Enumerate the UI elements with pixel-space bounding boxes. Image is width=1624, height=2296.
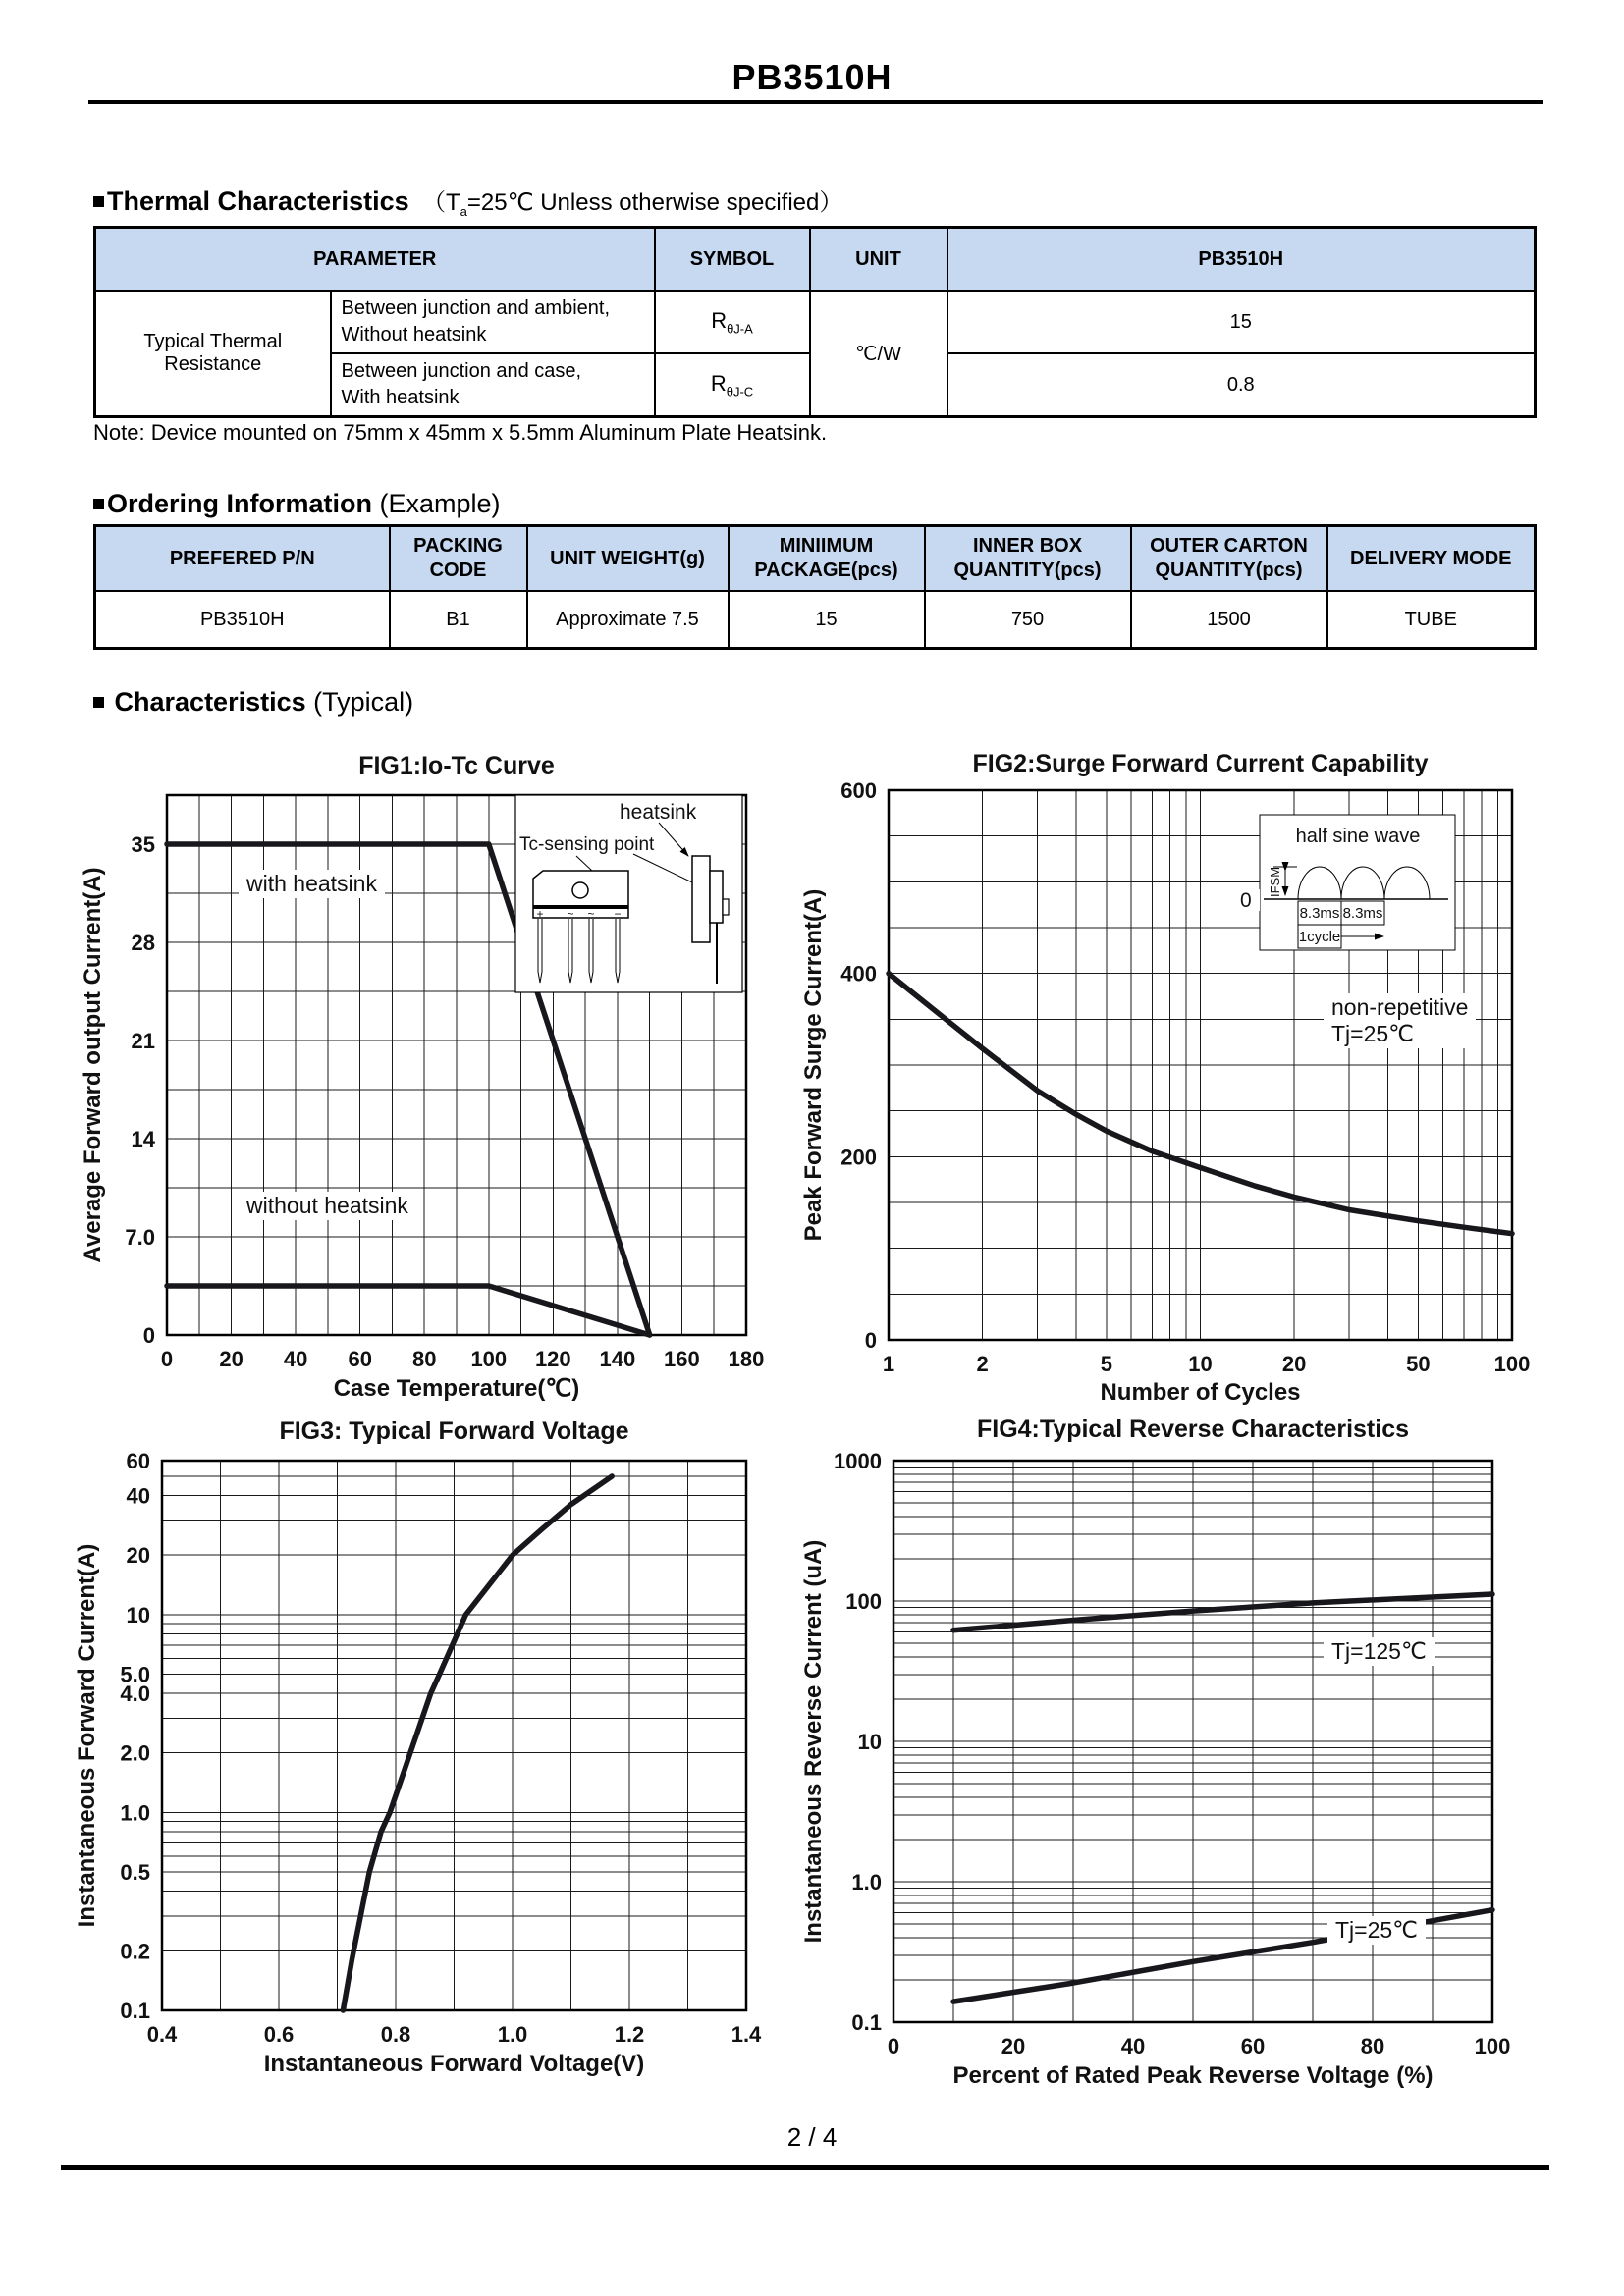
package-side-step — [723, 899, 729, 915]
without-heatsink-label: without heatsink — [239, 1192, 416, 1220]
svg-text:20: 20 — [1001, 2034, 1026, 2058]
col-header-innerbox: INNER BOX QUANTITY(pcs) — [925, 526, 1131, 592]
svg-text:1.0: 1.0 — [120, 1800, 150, 1826]
symbol-cell — [655, 291, 810, 353]
characteristics-heading-rest: (Typical) — [305, 687, 414, 717]
svg-text:0: 0 — [160, 1347, 174, 1371]
svg-text:5.0: 5.0 — [120, 1662, 150, 1687]
fig4-reverse-characteristics-chart — [797, 1415, 1549, 2087]
col-header-packing: PACKING CODE — [390, 526, 527, 592]
svg-text:80: 80 — [1360, 2034, 1385, 2058]
svg-text:160: 160 — [664, 1347, 700, 1371]
symbol-main: R — [711, 307, 728, 333]
group-label-cell: Typical Thermal Resistance — [95, 291, 331, 417]
non-repetitive-label: non-repetitive Tj=25℃ — [1324, 993, 1476, 1048]
svg-text:20: 20 — [126, 1543, 150, 1569]
svg-text:35: 35 — [131, 832, 155, 857]
svg-text:7.0: 7.0 — [125, 1225, 155, 1250]
pin-label-plus: + — [536, 907, 544, 921]
page-number: 2 / 4 — [786, 2122, 838, 2152]
col-header-pn: PREFERED P/N — [95, 526, 390, 592]
col-header-weight: UNIT WEIGHT(g) — [527, 526, 729, 592]
ms-label: 8.3ms — [1299, 905, 1340, 922]
fig1-package-drawing — [515, 795, 743, 993]
svg-text:0: 0 — [864, 1328, 877, 1353]
chart-title: FIG1:Io-Tc Curve — [358, 752, 555, 779]
tj125-label: Tj=125℃ — [1324, 1637, 1435, 1666]
param-line2: Without heatsink — [341, 324, 487, 346]
table-header-row — [95, 526, 1536, 592]
svg-text:1.0: 1.0 — [851, 1870, 882, 1895]
svg-text:40: 40 — [283, 1347, 308, 1371]
svg-text:100: 100 — [1493, 1352, 1531, 1376]
svg-text:200: 200 — [840, 1145, 877, 1170]
thermal-heading-post: =25℃ Unless otherwise specified） — [466, 189, 843, 216]
thermal-characteristics-table — [93, 226, 1537, 418]
svg-text:60: 60 — [1240, 2034, 1266, 2058]
col-header-part: PB3510H — [947, 228, 1536, 292]
x-axis-label: Instantaneous Forward Voltage(V) — [263, 2051, 645, 2077]
svg-text:1000: 1000 — [834, 1449, 882, 1473]
svg-text:0: 0 — [142, 1323, 155, 1348]
svg-text:14: 14 — [131, 1127, 155, 1151]
thermal-heading-bold: Thermal Characteristics — [107, 187, 409, 216]
svg-text:60: 60 — [348, 1347, 372, 1371]
col-header-symbol: SYMBOL — [655, 228, 810, 292]
svg-text:600: 600 — [840, 778, 877, 803]
table-header-row — [95, 228, 1536, 292]
cell-weight: Approximate 7.5 — [527, 591, 729, 649]
svg-text:100: 100 — [1474, 2034, 1511, 2058]
col-header-package: MINIIMUM PACKAGE(pcs) — [729, 526, 925, 592]
footer-rule — [61, 2165, 1549, 2170]
tj25-label: Tj=25℃ — [1327, 1916, 1426, 1945]
value-cell: 0.8 — [947, 353, 1536, 417]
half-sine-label: half sine wave — [1295, 826, 1421, 847]
svg-text:0.1: 0.1 — [120, 1999, 150, 2023]
fig3-forward-voltage-chart — [71, 1415, 807, 2083]
svg-text:1.2: 1.2 — [614, 2022, 645, 2047]
series-vf — [343, 1476, 612, 2010]
y-axis-label: Instantaneous Reverse Current (uA) — [800, 1539, 827, 1944]
param-line2: With heatsink — [341, 387, 460, 408]
ordering-heading-rest: (Example) — [372, 489, 501, 518]
series-without-heatsink — [167, 1286, 650, 1335]
svg-text:1.4: 1.4 — [731, 2022, 762, 2047]
y-axis-label: Instantaneous Forward Current(A) — [74, 1543, 100, 1928]
symbol-main: R — [710, 370, 727, 396]
thermal-section-heading — [93, 183, 842, 219]
ordering-section-heading — [93, 489, 501, 519]
param-line1: Between junction and ambient, — [341, 297, 611, 319]
pin-label-ac: ~ — [587, 907, 595, 921]
tc-sensing-label: Tc-sensing point — [519, 834, 655, 855]
cell-pn: PB3510H — [95, 591, 390, 649]
cell-delivery: TUBE — [1327, 591, 1536, 649]
svg-text:60: 60 — [126, 1449, 150, 1473]
cycle-label: 1cycle — [1298, 929, 1341, 945]
svg-text:1.0: 1.0 — [497, 2022, 528, 2047]
svg-text:40: 40 — [126, 1483, 150, 1509]
symbol-sub: θJ-A — [727, 321, 753, 337]
unit-cell: ℃/W — [810, 291, 947, 417]
svg-text:2: 2 — [976, 1352, 989, 1376]
thermal-heading-paren: （T — [421, 189, 460, 216]
svg-text:21: 21 — [131, 1029, 155, 1053]
package-side — [710, 871, 723, 923]
ordering-information-table — [93, 524, 1537, 650]
svg-text:20: 20 — [1281, 1352, 1307, 1376]
cell-package: 15 — [729, 591, 925, 649]
table-row — [95, 291, 1536, 353]
page-title: PB3510H — [731, 57, 893, 97]
x-axis-label: Percent of Rated Peak Reverse Voltage (%) — [952, 2062, 1434, 2089]
parameter-cell — [331, 291, 655, 353]
svg-text:140: 140 — [599, 1347, 636, 1371]
svg-text:0.5: 0.5 — [120, 1860, 150, 1886]
svg-text:40: 40 — [1120, 2034, 1146, 2058]
svg-text:80: 80 — [411, 1347, 437, 1371]
svg-text:180: 180 — [728, 1347, 765, 1371]
series-tj-125- — [953, 1594, 1492, 1630]
svg-text:0.2: 0.2 — [120, 1939, 150, 1964]
svg-text:10: 10 — [126, 1602, 150, 1628]
ms-label: 8.3ms — [1342, 905, 1383, 922]
svg-text:4.0: 4.0 — [120, 1682, 150, 1707]
y-axis-label: Average Forward output Current(A) — [80, 867, 106, 1263]
svg-text:0.8: 0.8 — [380, 2022, 411, 2047]
svg-text:400: 400 — [840, 961, 877, 987]
table-row — [95, 591, 1536, 649]
characteristics-heading-bold: Characteristics — [114, 687, 306, 717]
pin-label-minus: − — [614, 907, 622, 921]
cell-innerbox: 750 — [925, 591, 1131, 649]
x-axis-label: Case Temperature(℃) — [333, 1375, 580, 1402]
svg-text:5: 5 — [1100, 1352, 1113, 1376]
square-bullet-icon — [93, 697, 104, 708]
svg-text:10: 10 — [857, 1730, 882, 1754]
cell-packing: B1 — [390, 591, 527, 649]
pin-label-ac: ~ — [567, 907, 574, 921]
y-axis-label: Peak Forward Surge Current(A) — [800, 888, 827, 1242]
svg-text:2.0: 2.0 — [120, 1740, 150, 1766]
svg-text:0.4: 0.4 — [146, 2022, 178, 2047]
with-heatsink-label: with heatsink — [239, 870, 385, 898]
parameter-cell — [331, 353, 655, 417]
svg-text:1: 1 — [882, 1352, 895, 1376]
svg-text:0: 0 — [887, 2034, 900, 2058]
svg-text:100: 100 — [470, 1347, 508, 1371]
heatsink-note: Note: Device mounted on 75mm x 45mm x 5.5mm Aluminum Plate Heatsink. — [93, 420, 828, 445]
x-axis-label: Number of Cycles — [1100, 1379, 1301, 1406]
col-header-carton: OUTER CARTON QUANTITY(pcs) — [1131, 526, 1327, 592]
symbol-sub: θJ-C — [726, 384, 754, 400]
svg-text:28: 28 — [131, 931, 155, 955]
square-bullet-icon — [93, 499, 104, 509]
svg-text:0.6: 0.6 — [263, 2022, 295, 2047]
symbol-cell — [655, 353, 810, 417]
square-bullet-icon — [93, 196, 104, 207]
svg-text:120: 120 — [534, 1347, 571, 1371]
param-line1: Between junction and case, — [341, 360, 582, 382]
characteristics-section-heading — [93, 687, 413, 718]
chart-title: FIG3: Typical Forward Voltage — [279, 1417, 629, 1445]
col-header-unit: UNIT — [810, 228, 947, 292]
ifsm-label: IFSM — [1268, 866, 1282, 897]
fig2-half-sine-drawing — [1234, 815, 1456, 952]
thermal-heading-sub: a — [460, 203, 467, 219]
col-header-parameter: PARAMETER — [95, 228, 655, 292]
header-rule — [88, 100, 1543, 104]
heatsink-label: heatsink — [620, 801, 697, 824]
chart-title: FIG4:Typical Reverse Characteristics — [976, 1415, 1410, 1443]
svg-text:50: 50 — [1406, 1352, 1431, 1376]
chart-title: FIG2:Surge Forward Current Capability — [972, 750, 1429, 777]
svg-text:10: 10 — [1188, 1352, 1213, 1376]
svg-text:100: 100 — [845, 1589, 882, 1614]
zero-label: 0 — [1240, 889, 1252, 912]
col-header-delivery: DELIVERY MODE — [1327, 526, 1536, 592]
svg-text:20: 20 — [219, 1347, 244, 1371]
cell-carton: 1500 — [1131, 591, 1327, 649]
ordering-heading-bold: Ordering Information — [107, 489, 372, 518]
heatsink-plate — [692, 856, 710, 942]
svg-text:0.1: 0.1 — [851, 2010, 882, 2035]
value-cell: 15 — [947, 291, 1536, 353]
